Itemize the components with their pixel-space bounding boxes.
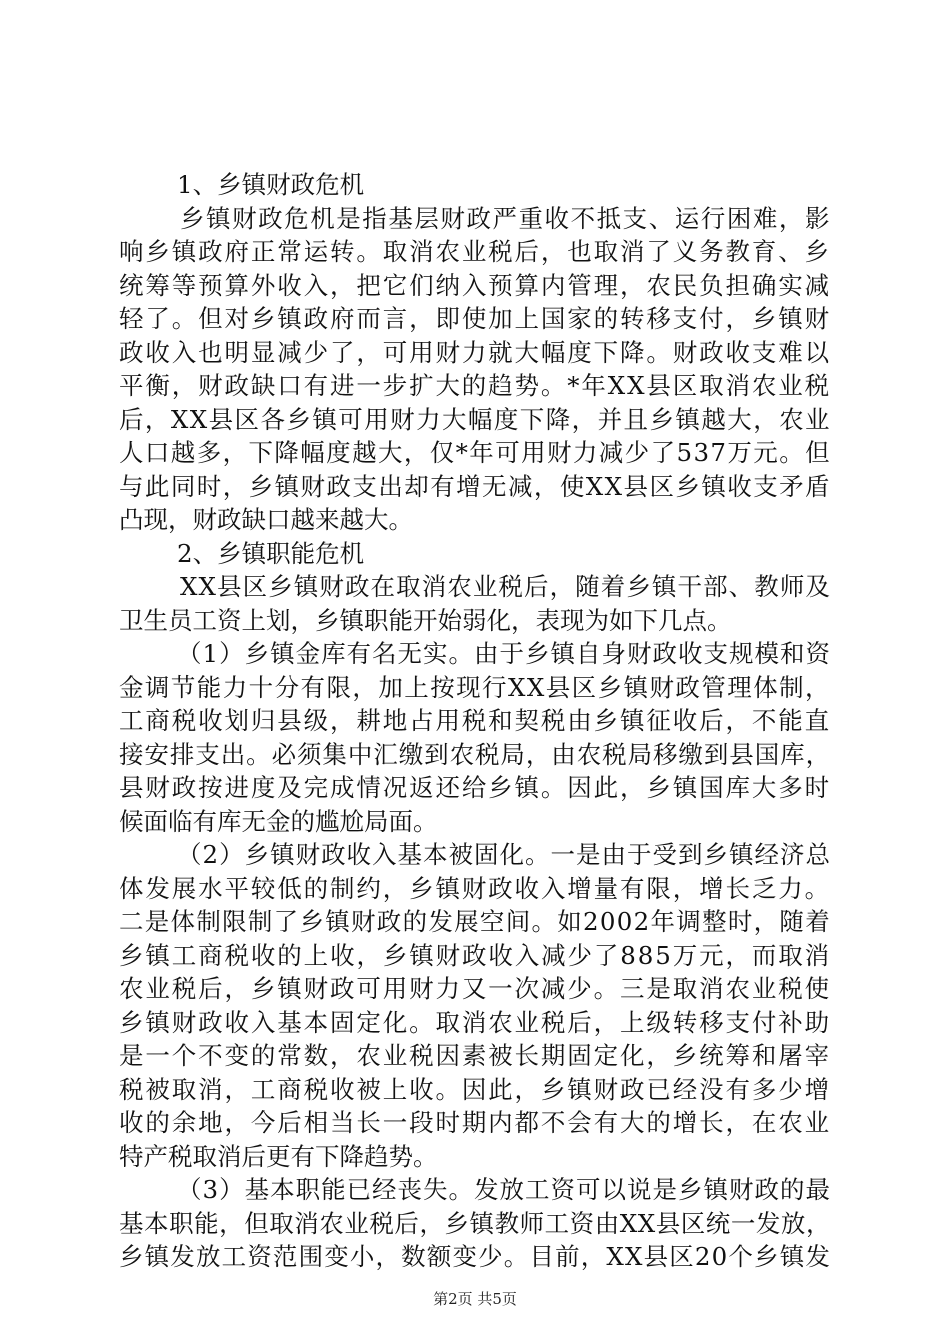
text-line: XX县区乡镇财政在取消农业税后，随着乡镇干部、教师及 (180, 572, 831, 601)
text-line: 候面临有库无金的尴尬局面。 (119, 806, 438, 836)
text-line: 后，XX县区各乡镇可用财力大幅度下降，并且乡镇越大，农业 (119, 404, 831, 434)
text-line: 乡镇工商税收的上收，乡镇财政收入减少了885万元，而取消 (119, 940, 831, 970)
text-line: 特产税取消后更有下降趋势。 (119, 1141, 438, 1171)
text-line: 是一个不变的常数，农业税因素被长期固定化，乡统筹和屠宰 (119, 1041, 831, 1070)
text-line: 1、乡镇财政危机 (177, 170, 365, 199)
text-line: 统筹等预算外收入，把它们纳入预算内管理，农民负担确实减 (119, 270, 831, 300)
text-line: 县财政按进度及完成情况返还给乡镇。因此，乡镇国库大多时 (119, 773, 831, 802)
text-line: （3）基本职能已经丧失。发放工资可以说是乡镇财政的最 (177, 1175, 831, 1204)
text-line: 农业税后，乡镇财政可用财力又一次减少。三是取消农业税使 (119, 974, 831, 1003)
text-line: 乡镇发放工资范围变小，数额变少。目前，XX县区20个乡镇发 (119, 1242, 831, 1271)
text-line: 体发展水平较低的制约，乡镇财政收入增量有限，增长乏力。 (119, 873, 831, 903)
text-line: 税被取消，工商税收被上收。因此，乡镇财政已经没有多少增 (119, 1074, 831, 1104)
text-line: 收的余地，今后相当长一段时期内都不会有大的增长，在农业 (119, 1108, 831, 1137)
text-line: 平衡，财政缺口有进一步扩大的趋势。*年XX县区取消农业税 (119, 371, 831, 400)
text-line: （1）乡镇金库有名无实。由于乡镇自身财政收支规模和资 (177, 639, 831, 668)
text-line: 2、乡镇职能危机 (177, 538, 365, 568)
text-line: 金调节能力十分有限，加上按现行XX县区乡镇财政管理体制， (119, 672, 831, 702)
text-line: 乡镇财政危机是指基层财政严重收不抵支、运行困难，影 (180, 203, 831, 233)
text-line: 基本职能，但取消农业税后，乡镇教师工资由XX县区统一发放， (119, 1208, 831, 1238)
text-line: 轻了。但对乡镇政府而言，即使加上国家的转移支付，乡镇财 (119, 304, 831, 333)
text-line: 与此同时，乡镇财政支出却有增无减，使XX县区乡镇收支矛盾 (119, 471, 831, 501)
page-footer: 第2页 共5页 (433, 1290, 517, 1308)
text-line: 乡镇财政收入基本固定化。取消农业税后，上级转移支付补助 (119, 1007, 831, 1037)
text-line: 卫生员工资上划，乡镇职能开始弱化，表现为如下几点。 (119, 605, 732, 635)
text-line: 接安排支出。必须集中汇缴到农税局，由农税局移缴到县国库， (119, 739, 831, 769)
text-line: 响乡镇政府正常运转。取消农业税后，也取消了义务教育、乡 (119, 237, 831, 266)
text-line: 工商税收划归县级，耕地占用税和契税由乡镇征收后，不能直 (119, 706, 831, 735)
text-line: 凸现，财政缺口越来越大。 (119, 505, 413, 534)
document-body (119, 168, 831, 1274)
text-line: 二是体制限制了乡镇财政的发展空间。如2002年调整时，随着 (119, 907, 831, 936)
text-line: （2）乡镇财政收入基本被固化。一是由于受到乡镇经济总 (177, 840, 831, 869)
text-line: 政收入也明显减少了，可用财力就大幅度下降。财政收支难以 (119, 337, 831, 367)
text-line: 人口越多，下降幅度越大，仅*年可用财力减少了537万元。但 (119, 438, 831, 467)
